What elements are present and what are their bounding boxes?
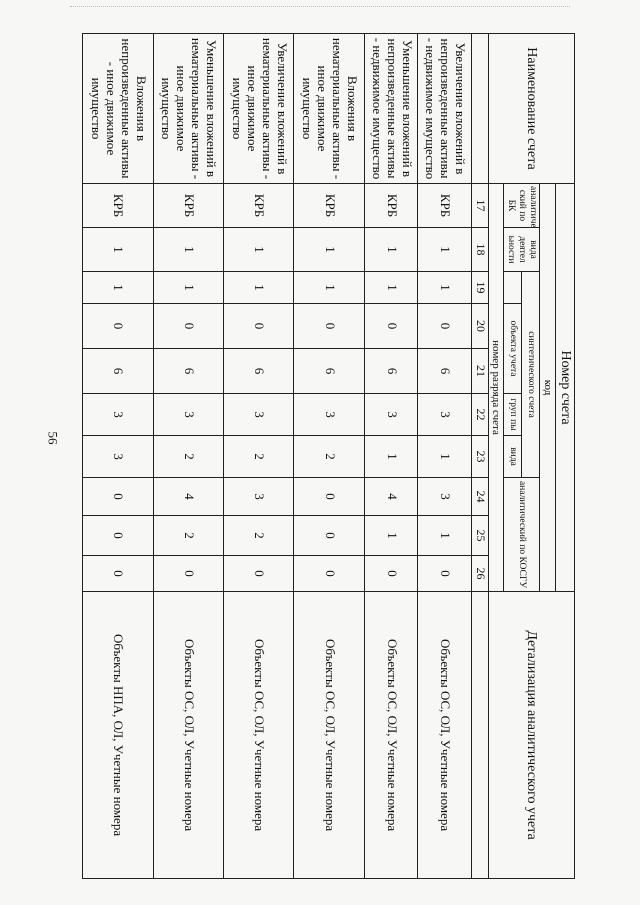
value-20: 0 xyxy=(83,304,153,349)
value-22: 3 xyxy=(83,394,153,436)
digit-21: 21 xyxy=(472,349,489,394)
value-23: 2 xyxy=(294,436,364,478)
account-name: Увеличение вложений в непроизведенные активы - недвижимое имущество xyxy=(418,34,472,184)
rotated-table-container xyxy=(90,33,575,878)
value-21: 6 xyxy=(83,349,153,394)
digit-22: 22 xyxy=(472,394,489,436)
account-name: Увеличение вложений в нематериальные активы - иное движимое имущество xyxy=(223,34,293,184)
value-bk: КРБ xyxy=(223,184,293,228)
table-row xyxy=(364,34,418,879)
value-25: 2 xyxy=(153,516,223,556)
value-19: 1 xyxy=(294,272,364,304)
value-21: 6 xyxy=(223,349,293,394)
detail-cell: Объекты ОС, ОЛ, Учетные номера xyxy=(364,592,418,879)
value-22: 3 xyxy=(294,394,364,436)
header-account-object: объекта учета xyxy=(504,304,522,394)
value-22: 3 xyxy=(153,394,223,436)
value-25: 1 xyxy=(418,516,472,556)
value-22: 3 xyxy=(418,394,472,436)
table-row xyxy=(83,34,153,879)
value-26: 0 xyxy=(223,556,293,592)
detail-cell: Объекты ОС, ОЛ, Учетные номера xyxy=(294,592,364,879)
page-number: 56 xyxy=(45,431,61,445)
detail-cell: Объекты ОС, ОЛ, Учетные номера xyxy=(418,592,472,879)
value-26: 0 xyxy=(83,556,153,592)
value-25: 2 xyxy=(223,516,293,556)
digit-23: 23 xyxy=(472,436,489,478)
value-bk: КРБ xyxy=(364,184,418,228)
header-kosgu: аналитический по КОСГУ xyxy=(504,478,540,592)
value-22: 3 xyxy=(364,394,418,436)
header-account-name: Наименование счета xyxy=(488,34,574,184)
value-26: 0 xyxy=(364,556,418,592)
header-detail: Детализация аналитического учета xyxy=(488,592,574,879)
value-25: 1 xyxy=(364,516,418,556)
value-18: 1 xyxy=(418,228,472,272)
value-23: 1 xyxy=(418,436,472,478)
value-24: 4 xyxy=(153,478,223,516)
account-name: Вложения в нематериальные активы - иное движимое имущество xyxy=(294,34,364,184)
value-21: 6 xyxy=(418,349,472,394)
header-synthetic: синтетического счета xyxy=(522,272,540,478)
value-18: 1 xyxy=(294,228,364,272)
value-23: 3 xyxy=(83,436,153,478)
value-19: 1 xyxy=(83,272,153,304)
value-21: 6 xyxy=(294,349,364,394)
digit-20: 20 xyxy=(472,304,489,349)
digit-19: 19 xyxy=(472,272,489,304)
table-row xyxy=(418,34,472,879)
header-activity-type: вида деятел ьности xyxy=(504,228,540,272)
value-26: 0 xyxy=(418,556,472,592)
value-20: 0 xyxy=(418,304,472,349)
value-21: 6 xyxy=(364,349,418,394)
value-26: 0 xyxy=(153,556,223,592)
value-21: 6 xyxy=(153,349,223,394)
detail-cell: Объекты НПА, ОЛ, Учетные номера xyxy=(83,592,153,879)
value-24: 3 xyxy=(223,478,293,516)
value-bk: КРБ xyxy=(83,184,153,228)
value-19: 1 xyxy=(364,272,418,304)
value-22: 3 xyxy=(223,394,293,436)
value-24: 0 xyxy=(294,478,364,516)
accounts-table xyxy=(82,33,575,879)
scan-edge-marks xyxy=(70,6,570,13)
table-row xyxy=(223,34,293,879)
digit-18: 18 xyxy=(472,228,489,272)
value-23: 2 xyxy=(153,436,223,478)
table-row xyxy=(153,34,223,879)
value-25: 0 xyxy=(83,516,153,556)
value-20: 0 xyxy=(294,304,364,349)
value-19: 1 xyxy=(418,272,472,304)
header-code: код xyxy=(540,184,556,592)
digit-26: 26 xyxy=(472,556,489,592)
header-analytic-bk: аналитиче ский по БК xyxy=(504,184,540,228)
value-19: 1 xyxy=(153,272,223,304)
value-bk: КРБ xyxy=(153,184,223,228)
table-row xyxy=(294,34,364,879)
header-kind: вида xyxy=(504,436,522,478)
value-18: 1 xyxy=(153,228,223,272)
value-24: 4 xyxy=(364,478,418,516)
value-26: 0 xyxy=(294,556,364,592)
value-18: 1 xyxy=(364,228,418,272)
value-bk: КРБ xyxy=(294,184,364,228)
header-group: груп пы xyxy=(504,394,522,436)
value-23: 2 xyxy=(223,436,293,478)
account-name: Вложения в непроизведенные активы - иное движимое имущество xyxy=(83,34,153,184)
value-20: 0 xyxy=(153,304,223,349)
value-20: 0 xyxy=(364,304,418,349)
digit-17: 17 xyxy=(472,184,489,228)
detail-cell: Объекты ОС, ОЛ, Учетные номера xyxy=(223,592,293,879)
header-account-number: Номер счета xyxy=(555,184,574,592)
digit-24: 24 xyxy=(472,478,489,516)
value-18: 1 xyxy=(223,228,293,272)
value-25: 0 xyxy=(294,516,364,556)
value-19: 1 xyxy=(223,272,293,304)
value-24: 0 xyxy=(83,478,153,516)
detail-cell: Объекты ОС, ОЛ, Учетные номера xyxy=(153,592,223,879)
account-name: Уменьшение вложений в нематериальные активы - иное движимое имущество xyxy=(153,34,223,184)
value-20: 0 xyxy=(223,304,293,349)
value-18: 1 xyxy=(83,228,153,272)
account-name: Уменьшение вложений в непроизведенные активы - недвижимое имущество xyxy=(364,34,418,184)
header-digit-number: номер разряда счета xyxy=(488,184,504,592)
value-24: 3 xyxy=(418,478,472,516)
value-23: 1 xyxy=(364,436,418,478)
value-bk: КРБ xyxy=(418,184,472,228)
digit-25: 25 xyxy=(472,516,489,556)
